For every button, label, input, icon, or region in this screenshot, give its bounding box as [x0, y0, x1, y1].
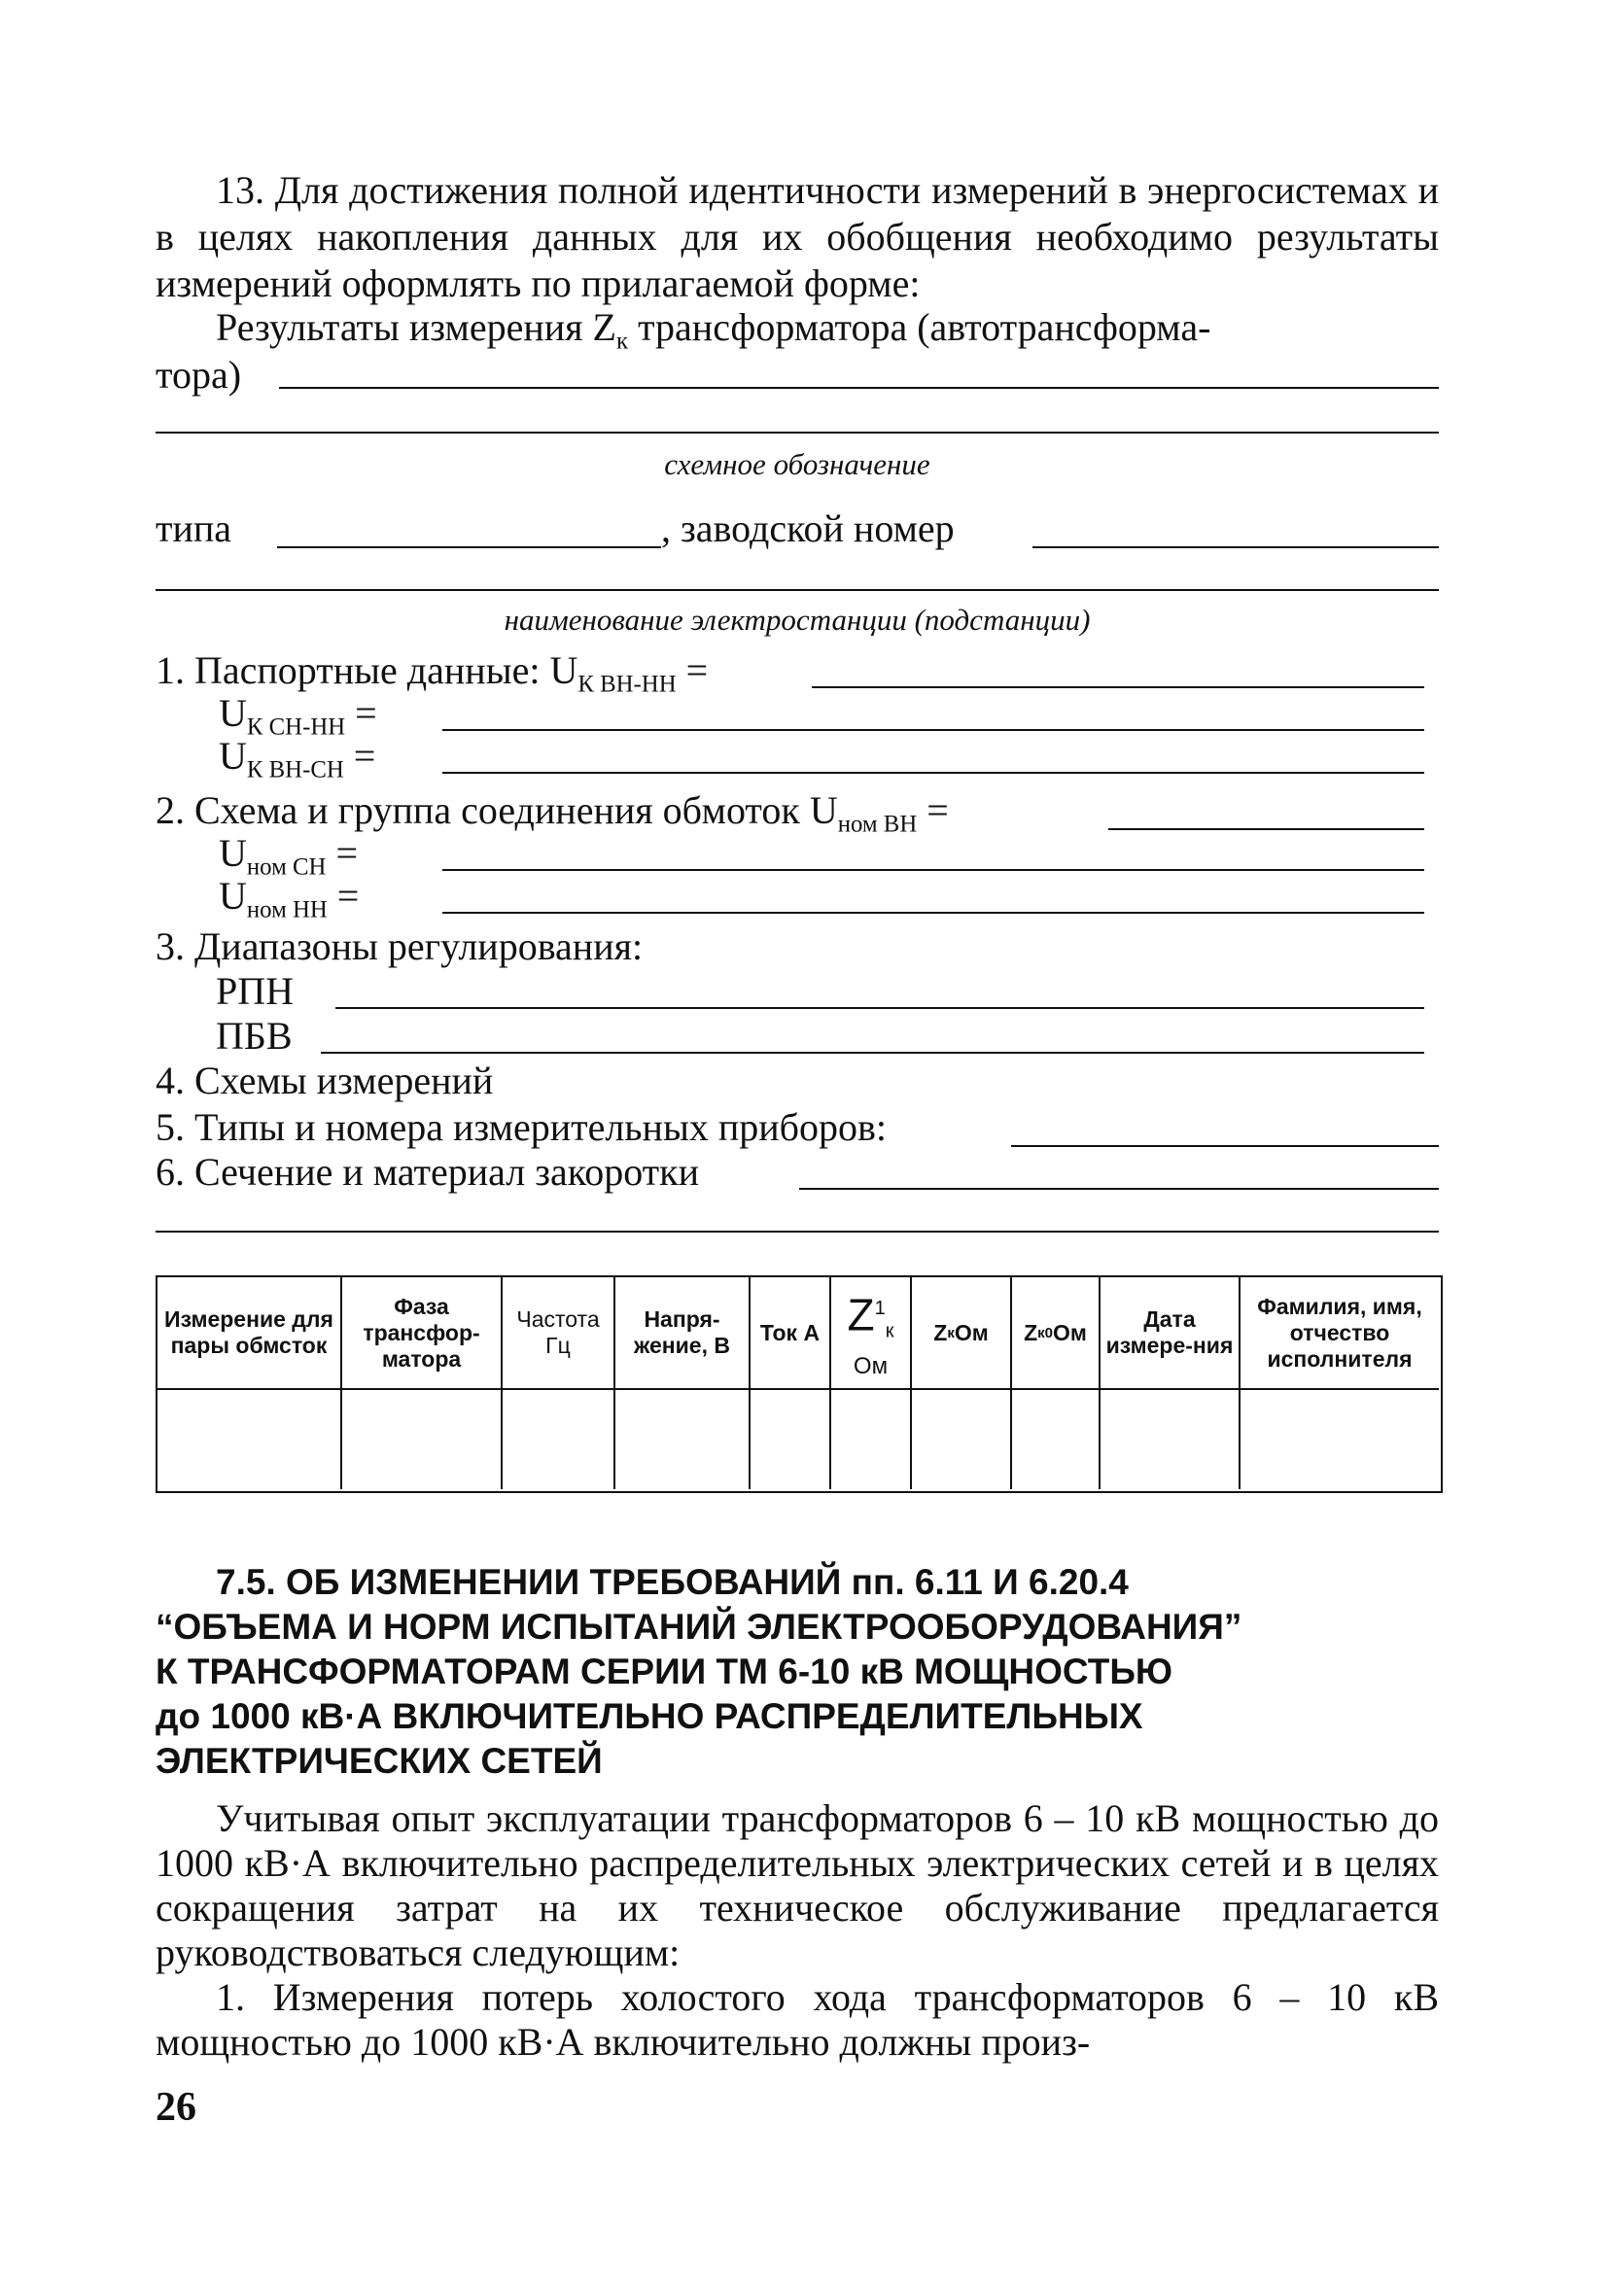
- results-subscript: к: [616, 328, 629, 355]
- unom-nn-fill-line[interactable]: [442, 912, 1424, 914]
- heading-line: ЭЛЕКТРИЧЕСКИХ СЕТЕЙ: [156, 1741, 603, 1781]
- serial-label: , заводской номер: [661, 506, 955, 550]
- section-fill-line[interactable]: [799, 1188, 1439, 1190]
- ranges-label: 3. Диапазоны регулирования:: [156, 924, 644, 968]
- unom-sn-fill-line[interactable]: [442, 869, 1424, 871]
- heading-line: 7.5. ОБ ИЗМЕНЕНИИ ТРЕБОВАНИЙ пп. 6.11 И 6.20.4: [216, 1562, 1129, 1602]
- th-zk0-unit: Ом: [1053, 1319, 1087, 1345]
- station-fill-line[interactable]: [156, 589, 1439, 591]
- instruments-fill-line[interactable]: [1011, 1145, 1439, 1147]
- th-date: Дата измере-ния: [1105, 1306, 1234, 1358]
- results-label-line2: тора): [156, 353, 242, 397]
- instruments-label: 5. Типы и номера измерительных приборов:: [156, 1105, 887, 1149]
- passport-subscript: К ВН-НН: [577, 671, 677, 698]
- type-fill-line[interactable]: [277, 546, 661, 548]
- header-row-separator: [157, 1388, 1439, 1390]
- uk-vn-sn-text: U: [219, 734, 247, 778]
- section-heading: [156, 1560, 1241, 1784]
- uk-sn-nn-label: $U_{К СН-НН}$ =: [219, 691, 377, 741]
- schemes-label: 4. Схемы измерений: [156, 1059, 494, 1102]
- th-z1: [831, 1277, 910, 1388]
- rpn-label: РПН: [216, 969, 295, 1013]
- intro-paragraph: 13. Для достижения полной идентичности измерений в энергосистемах и в целях накопления данных для их обобщения необходимо результаты измерений оформлять по прилагаемой форме:: [156, 168, 1439, 305]
- th-z1-unit: Ом: [853, 1353, 889, 1380]
- pbv-fill-line[interactable]: [321, 1052, 1424, 1054]
- uk-sn-nn-text: U: [219, 691, 247, 735]
- scheme-group-text: 2. Схема и группа соединения обмоток U: [156, 788, 838, 832]
- th-zk-unit: Ом: [954, 1319, 989, 1345]
- scheme-caption: схемное обозначение: [664, 447, 930, 481]
- passport-fill-line[interactable]: [812, 686, 1424, 688]
- th-z1-symbol: Z: [847, 1289, 875, 1340]
- uk-sn-nn-subscript: К СН-НН: [246, 713, 346, 741]
- results-line: [216, 306, 1439, 364]
- unom-sn-text: U: [219, 831, 247, 875]
- th-winding-pair: Измерение для пары обмсток: [164, 1306, 333, 1358]
- scheme-group-subscript: ном ВН: [837, 811, 918, 838]
- unom-nn-subscript: ном НН: [246, 896, 328, 923]
- pbv-label: ПБВ: [216, 1014, 293, 1058]
- results-fill-line[interactable]: [279, 387, 1439, 389]
- uk-vn-sn-label: $U_{К ВН-СН}$ =: [219, 734, 376, 783]
- heading-line: К ТРАНСФОРМАТОРАМ СЕРИИ ТМ 6-10 кВ МОЩНОСТЬЮ: [156, 1652, 1173, 1691]
- heading-line: “ОБЪЕМА И НОРМ ИСПЫТАНИЙ ЭЛЕКТРООБОРУДОВАНИЯ”: [156, 1607, 1242, 1647]
- th-frequency: Частота Гц: [516, 1306, 600, 1358]
- th-phase: Фаза трансфор-матора: [363, 1293, 480, 1372]
- th-z1-sub: к: [885, 1320, 894, 1342]
- scheme-group-label: 2. Схема и группа соединения обмоток $U_{ном ВН}$ =: [156, 788, 949, 838]
- body-paragraph-2: 1. Измерения потерь холостого хода трансформаторов 6 – 10 кВ мощностью до 1000 кВ·А включительно должны произ-: [156, 1975, 1439, 2064]
- th-zk-symbol: Z: [933, 1319, 948, 1345]
- th-voltage: Напря-жение, В: [633, 1306, 730, 1358]
- section-fill-line-2[interactable]: [156, 1231, 1439, 1233]
- station-caption: наименование электростанции (подстанции): [504, 603, 1091, 637]
- serial-fill-line[interactable]: [1032, 546, 1439, 548]
- th-zk0-symbol: Z: [1024, 1319, 1038, 1345]
- passport-text: 1. Паспортные данные: U: [156, 648, 578, 692]
- measurement-table: [156, 1275, 1443, 1493]
- scheme-fill-line[interactable]: [156, 432, 1439, 434]
- scheme-group-fill-line[interactable]: [1108, 828, 1424, 830]
- unom-nn-text: U: [219, 874, 247, 918]
- unom-nn-label: $U_{ном НН}$ =: [219, 874, 360, 923]
- rpn-fill-line[interactable]: [335, 1007, 1424, 1009]
- uk-sn-nn-fill-line[interactable]: [442, 729, 1424, 731]
- th-z1-sup: 1: [874, 1297, 886, 1319]
- body-paragraph-1: Учитывая опыт эксплуатации трансформаторов 6 – 10 кВ мощностью до 1000 кВ·А включительно распределительных электрических сетей и в целях сокращения затрат на их техническое обслуживание предлагается руководствоваться следующим:: [156, 1796, 1439, 1974]
- results-label-cont: трансформатора (автотрансформа-: [628, 305, 1211, 349]
- passport-label: 1. Паспортные данные: $U_{К ВН-НН}$ =: [156, 648, 709, 698]
- th-zk0-sub: к0: [1037, 1324, 1053, 1341]
- uk-vn-sn-fill-line[interactable]: [442, 772, 1424, 774]
- unom-sn-subscript: ном СН: [246, 853, 327, 881]
- page-number: 26: [156, 2085, 196, 2130]
- type-label: типа: [156, 506, 232, 550]
- unom-sn-label: $U_{ном СН}$ =: [219, 831, 358, 881]
- th-zk0: [1012, 1277, 1099, 1388]
- results-label: Результаты измерения Z: [216, 305, 616, 349]
- th-zk-sub: к: [947, 1324, 955, 1341]
- uk-vn-sn-subscript: К ВН-СН: [246, 756, 344, 783]
- th-current: Ток А: [759, 1319, 821, 1345]
- section-label: 6. Сечение и материал закоротки: [156, 1150, 699, 1194]
- th-executor: Фамилия, имя, отчество исполнителя: [1257, 1293, 1422, 1372]
- th-zk: [912, 1277, 1010, 1388]
- heading-line: до 1000 кВ·А ВКЛЮЧИТЕЛЬНО РАСПРЕДЕЛИТЕЛЬНЫХ: [156, 1696, 1143, 1736]
